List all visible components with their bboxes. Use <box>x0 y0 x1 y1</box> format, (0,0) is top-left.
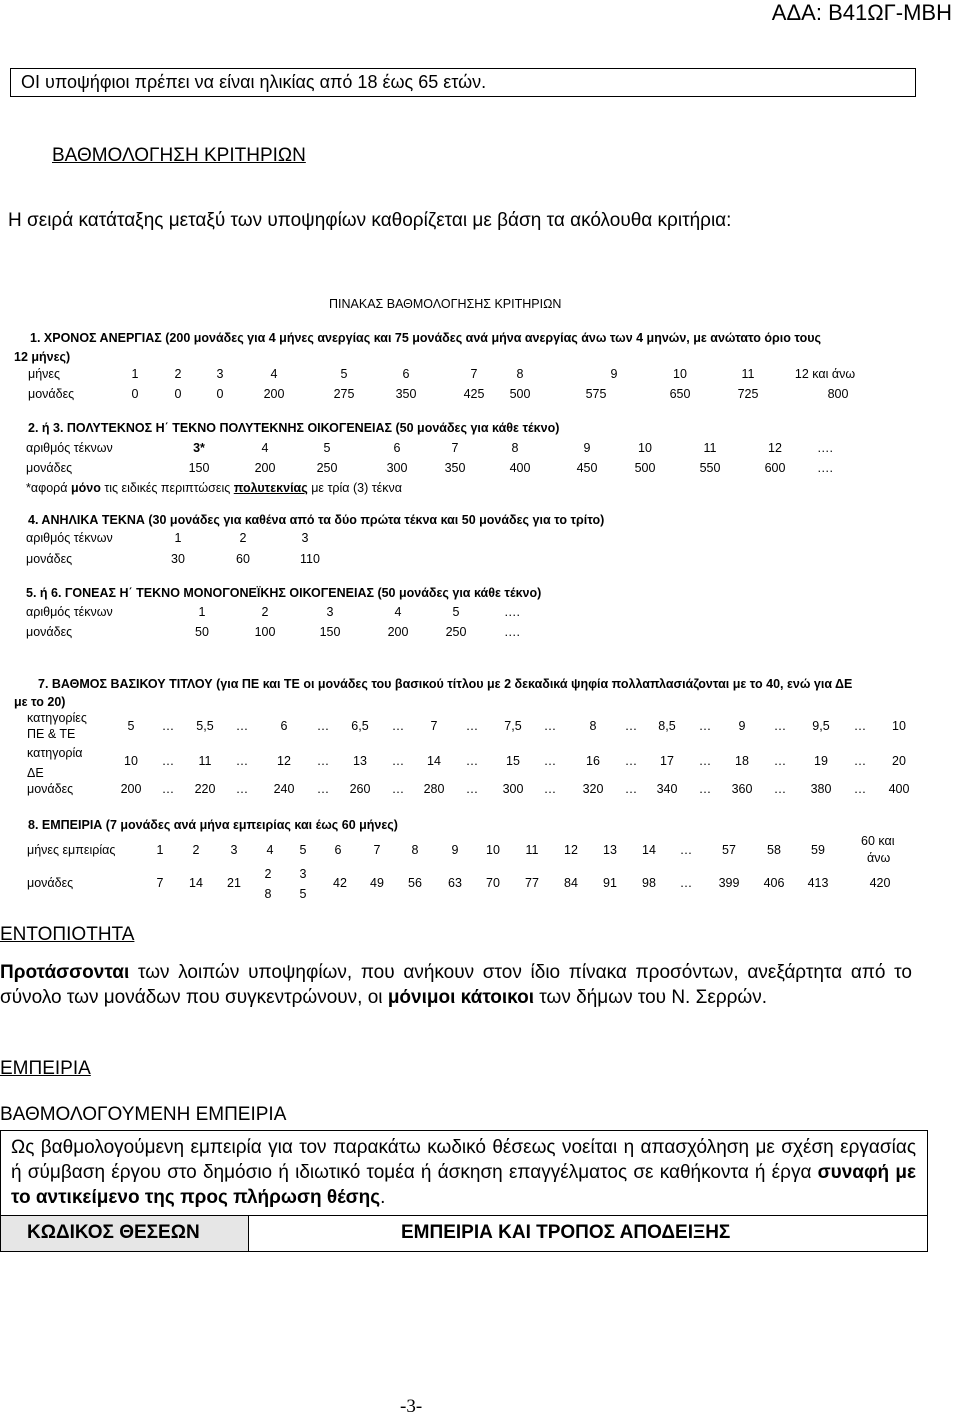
c8-month-cell: 57 <box>722 843 736 857</box>
c7-row1-cell: … <box>465 719 479 733</box>
c7-row3-cell: 320 <box>582 782 604 796</box>
c5-unit-cell: 200 <box>387 625 409 639</box>
c7-row3-cell: 360 <box>731 782 753 796</box>
c8-unit-cell: 420 <box>869 876 891 890</box>
c2-unit-cell: 450 <box>576 461 598 475</box>
c5-children-cell: 1 <box>198 605 206 619</box>
c7-row3-cell: … <box>624 782 638 796</box>
c5-children-cell: 2 <box>261 605 269 619</box>
graded-experience-text: Ως βαθμολογούμενη εμπειρία για τον παρακάτω κωδικό θέσεως νοείται η απασχόληση με σχέση εργασίας ή σύμβαση έργου στο δημόσιο ή ιδιωτικό τομέα ή άσκηση επαγγέλματος σε καθήκοντα ή έργα συναφή με το αντικείμενο της προς πλήρωση θέσης. <box>11 1137 917 1208</box>
c4-title: 4. ΑΝΗΛΙΚΑ ΤΕΚΝΑ (30 μονάδες για καθένα από τα δύο πρώτα τέκνα και 50 μονάδες για το τρίτο) <box>28 513 605 527</box>
c1-month-cell: 5 <box>340 367 348 381</box>
c2-children-cell: …. <box>817 441 833 455</box>
c7-row1-cell: 8,5 <box>658 719 676 733</box>
c7-row2-cell: 19 <box>814 754 828 768</box>
c2-children-cell: 11 <box>703 441 717 455</box>
c7-row3-cell: … <box>465 782 479 796</box>
c7-row3-cell: … <box>853 782 867 796</box>
c2-unit-cell: 400 <box>509 461 531 475</box>
c7-row1-cell: … <box>853 719 867 733</box>
c1-unit-cell: 200 <box>263 387 285 401</box>
c8-unit-cell: 63 <box>448 876 462 890</box>
c7-row3-cell: … <box>543 782 557 796</box>
c7-row2-cell: 12 <box>277 754 291 768</box>
c2-unit-cell: 500 <box>634 461 656 475</box>
c5-units-label: μονάδες <box>26 625 73 639</box>
c7-row2-cell: … <box>543 754 557 768</box>
c7-row2-cell: 13 <box>353 754 367 768</box>
c8-month-cell: 6 <box>334 843 342 857</box>
col-experience-header: ΕΜΠΕΙΡΙΑ ΚΑΙ ΤΡΟΠΟΣ ΑΠΟΔΕΙΞΗΣ <box>401 1222 731 1243</box>
c4-unit-cell: 110 <box>300 552 320 566</box>
age-box <box>10 68 916 97</box>
c2-children-cell: 12 <box>768 441 782 455</box>
c7-row2-cell: 17 <box>660 754 674 768</box>
intro-text: Η σειρά κατάταξης μεταξύ των υποψηφίων καθορίζεται με βάση τα ακόλουθα κριτήρια: <box>8 210 732 231</box>
c7-row2-cell: … <box>235 754 249 768</box>
c8-month-cell: 8 <box>411 843 419 857</box>
c7-row3-cell: 400 <box>888 782 910 796</box>
c7-row1-cell: 9 <box>738 719 746 733</box>
c2-unit-cell: 200 <box>254 461 276 475</box>
c8-month-cell: 4 <box>266 843 274 857</box>
c7-row2-cell: 11 <box>198 754 212 768</box>
c2-title: 2. ή 3. ΠΟΛΥΤΕΚΝΟΣ Η΄ ΤΕΚΝΟ ΠΟΛΥΤΕΚΝΗΣ ΟΙΚΟΓΕΝΕΙΑΣ (50 μονάδες για κάθε τέκνο) <box>28 421 560 435</box>
c2-unit-cell: 300 <box>386 461 408 475</box>
c7-row3-cell: 300 <box>502 782 524 796</box>
c7-row2-cell: 20 <box>892 754 906 768</box>
c1-unit-cell: 350 <box>395 387 417 401</box>
c5-children-cell: 5 <box>452 605 460 619</box>
c7-row3-cell: 240 <box>273 782 295 796</box>
c1-unit-cell: 650 <box>669 387 691 401</box>
c4-unit-cell: 60 <box>236 552 250 566</box>
c1-month-cell: 8 <box>516 367 524 381</box>
c7-row1-cell: … <box>624 719 638 733</box>
c1-month-cell: 11 <box>741 367 755 381</box>
c2-unit-cell: 600 <box>764 461 786 475</box>
c8-unit-cell: 413 <box>807 876 829 890</box>
c1-unit-cell: 725 <box>737 387 759 401</box>
c5-title: 5. ή 6. ΓΟΝΕΑΣ Η΄ ΤΕΚΝΟ ΜΟΝΟΓΟΝΕΪΚΗΣ ΟΙΚΟΓΕΝΕΙΑΣ (50 μονάδες για κάθε τέκνο) <box>26 586 542 600</box>
c4-children-cell: 1 <box>174 531 182 545</box>
c7-row1-cell: 7,5 <box>504 719 522 733</box>
c1-unit-cell: 500 <box>509 387 531 401</box>
c7-row2-cell: 10 <box>124 754 138 768</box>
c7-row1-cell: … <box>698 719 712 733</box>
c8-month-cell: 3 <box>230 843 238 857</box>
c7-row2-cell: 18 <box>735 754 749 768</box>
c8-unit-cell: 7 <box>156 876 164 890</box>
c7-row3-cell: 280 <box>423 782 445 796</box>
c5-children-label: αριθμός τέκνων <box>26 605 113 619</box>
c8-unit-cell: 91 <box>603 876 617 890</box>
c8-month-cell: 7 <box>373 843 381 857</box>
c1-month-cell: 9 <box>610 367 618 381</box>
c8-month-cell: 5 <box>299 843 307 857</box>
c8-unit-cell: 70 <box>486 876 500 890</box>
c2-children-cell: 8 <box>511 441 519 455</box>
c1-title-cont: 12 μήνες) <box>14 350 71 364</box>
c2-children-cell: 5 <box>323 441 331 455</box>
c7-row1-cell: 5 <box>127 719 135 733</box>
c2-unit-cell: 250 <box>316 461 338 475</box>
c1-month-cell: 4 <box>270 367 278 381</box>
c8-unit-cell: 42 <box>333 876 347 890</box>
c8-month-cell: 58 <box>767 843 781 857</box>
c8-month-cell: 14 <box>642 843 656 857</box>
experience-table-header <box>0 1216 928 1252</box>
c1-unit-cell: 425 <box>463 387 485 401</box>
age-requirement: ΟΙ υποψήφιοι πρέπει να είναι ηλικίας από 18 έως 65 ετών. <box>21 72 487 92</box>
c5-unit-cell: 250 <box>445 625 467 639</box>
c2-unit-cell: 150 <box>188 461 210 475</box>
c8-unit-sub-cell: 8 <box>264 887 272 901</box>
c1-unit-cell: 0 <box>131 387 139 401</box>
page-number: -3- <box>400 1396 423 1417</box>
c8-months-last2: άνω <box>867 851 891 865</box>
c8-month-cell: 9 <box>451 843 459 857</box>
c8-month-cell: 10 <box>486 843 500 857</box>
c8-month-cell: 13 <box>603 843 617 857</box>
c7-row3-cell: … <box>316 782 330 796</box>
c8-month-cell: 2 <box>192 843 200 857</box>
c1-unit-cell: 575 <box>585 387 607 401</box>
experience-heading: ΕΜΠΕΙΡΙΑ <box>0 1058 91 1079</box>
locality-heading: ΕΝΤΟΠΙΟΤΗΤΑ <box>0 924 135 945</box>
c2-children-cell: 3* <box>193 441 205 455</box>
c8-month-cell: … <box>679 843 693 857</box>
c4-units-label: μονάδες <box>26 552 73 566</box>
c2-children-cell: 4 <box>261 441 269 455</box>
c1-unit-cell: 275 <box>333 387 355 401</box>
c1-title: 1. ΧΡΟΝΟΣ ΑΝΕΡΓΙΑΣ (200 μονάδες για 4 μήνες ανεργίας και 75 μονάδες ανά μήνα ανεργίας άνω των 4 μηνών, με ανώτατο όριο τους <box>30 331 821 345</box>
c5-children-cell: 3 <box>326 605 334 619</box>
c7-row1-cell: 6,5 <box>351 719 369 733</box>
c2-unit-cell: 350 <box>444 461 466 475</box>
criteria-heading: ΒΑΘΜΟΛΟΓΗΣΗ ΚΡΙΤΗΡΙΩΝ <box>52 145 306 166</box>
c1-units-label: μονάδες <box>28 387 75 401</box>
c7-row1-cell: … <box>235 719 249 733</box>
c7-row2-cell: … <box>316 754 330 768</box>
c5-unit-cell: 100 <box>254 625 276 639</box>
graded-experience-box <box>0 1130 928 1216</box>
c7-row2-cell: … <box>773 754 787 768</box>
c7-row3-cell: 200 <box>120 782 142 796</box>
c5-unit-cell: 150 <box>319 625 341 639</box>
c1-months-label: μήνες <box>28 367 61 381</box>
c7-row3-cell: … <box>773 782 787 796</box>
c7-row1-label2: ΠΕ & ΤΕ <box>27 727 76 741</box>
c7-row3-cell: … <box>698 782 712 796</box>
c8-unit-cell: 84 <box>564 876 578 890</box>
c7-row3-cell: 340 <box>656 782 678 796</box>
ada-code: ΑΔΑ: Β41ΩΓ-ΜΒΗ <box>771 0 952 25</box>
c1-month-cell: 6 <box>402 367 410 381</box>
c8-unit-cell: 399 <box>718 876 740 890</box>
col-code-header: ΚΩΔΙΚΟΣ ΘΕΣΕΩΝ <box>1 1216 249 1251</box>
c8-unit-cell: 3 <box>299 867 307 881</box>
c5-children-cell: 4 <box>394 605 402 619</box>
table-title: ΠΙΝΑΚΑΣ ΒΑΘΜΟΛΟΓΗΣΗΣ ΚΡΙΤΗΡΙΩΝ <box>329 297 562 311</box>
c7-row1-cell: 6 <box>280 719 288 733</box>
c7-row3-cell: 260 <box>349 782 371 796</box>
c8-unit-cell: 98 <box>642 876 656 890</box>
c8-unit-cell: 77 <box>525 876 539 890</box>
c7-row3-label: μονάδες <box>27 782 74 796</box>
c8-units-label: μονάδες <box>27 876 74 890</box>
c7-row1-cell: … <box>161 719 175 733</box>
c8-months-last: 60 και <box>861 834 895 848</box>
c7-row2-cell: … <box>853 754 867 768</box>
c8-month-cell: 1 <box>156 843 164 857</box>
c1-month-cell: 2 <box>174 367 182 381</box>
c8-unit-sub-cell: 5 <box>299 887 307 901</box>
c7-row1-cell: 10 <box>892 719 906 733</box>
c5-unit-cell: 50 <box>195 625 209 639</box>
c7-row2-cell: 14 <box>427 754 441 768</box>
c7-row1-cell: 8 <box>589 719 597 733</box>
c1-unit-cell: 800 <box>827 387 849 401</box>
c7-row2-label2: ΔΕ <box>27 766 44 780</box>
c7-row3-cell: … <box>161 782 175 796</box>
c8-months-label: μήνες εμπειρίας <box>27 843 116 857</box>
c7-row2-cell: 16 <box>586 754 600 768</box>
c7-row3-cell: … <box>235 782 249 796</box>
c8-unit-cell: 2 <box>264 867 272 881</box>
c7-row2-cell: … <box>391 754 405 768</box>
c7-title: 7. ΒΑΘΜΟΣ ΒΑΣΙΚΟΥ ΤΙΤΛΟΥ (για ΠΕ και ΤΕ οι μονάδες του βασικού τίτλου με 2 δεκαδικά ψηφία πολλαπλασιάζονται με το 40, ενώ για ΔΕ <box>38 677 853 691</box>
c4-children-label: αριθμός τέκνων <box>26 531 113 545</box>
c7-row1-cell: 5,5 <box>196 719 214 733</box>
c4-children-cell: 2 <box>239 531 247 545</box>
c8-month-cell: 11 <box>525 843 539 857</box>
c7-row1-cell: 7 <box>430 719 438 733</box>
c2-unit-cell: …. <box>817 461 833 475</box>
c7-row1-cell: 9,5 <box>812 719 830 733</box>
c8-unit-cell: 49 <box>370 876 384 890</box>
c8-title: 8. ΕΜΠΕΙΡΙΑ (7 μονάδες ανά μήνα εμπειρίας και έως 60 μήνες) <box>28 818 398 832</box>
c2-children-cell: 9 <box>583 441 591 455</box>
c1-month-cell: 10 <box>673 367 687 381</box>
c7-row2-label: κατηγορία <box>27 746 83 760</box>
c1-month-cell: 12 και άνω <box>794 367 856 381</box>
c5-unit-cell: …. <box>504 625 520 639</box>
c7-row2-cell: … <box>465 754 479 768</box>
c2-children-cell: 10 <box>638 441 652 455</box>
c7-row2-cell: … <box>161 754 175 768</box>
c7-row1-cell: … <box>773 719 787 733</box>
c7-row1-cell: … <box>316 719 330 733</box>
c2-units-label: μονάδες <box>26 461 73 475</box>
graded-experience-heading: ΒΑΘΜΟΛΟΓΟΥΜΕΝΗ ΕΜΠΕΙΡΙΑ <box>0 1104 287 1125</box>
c7-row2-cell: … <box>698 754 712 768</box>
c4-unit-cell: 30 <box>171 552 185 566</box>
c7-title-cont: με το 20) <box>14 695 66 709</box>
c8-unit-cell: 406 <box>763 876 785 890</box>
c7-row2-cell: 15 <box>506 754 520 768</box>
c7-row1-cell: … <box>391 719 405 733</box>
c8-unit-cell: 56 <box>408 876 422 890</box>
c7-row3-cell: … <box>391 782 405 796</box>
c2-children-cell: 7 <box>451 441 459 455</box>
c7-row3-cell: 380 <box>810 782 832 796</box>
c1-month-cell: 1 <box>131 367 139 381</box>
c1-month-cell: 7 <box>470 367 478 381</box>
c2-children-cell: 6 <box>393 441 401 455</box>
c4-children-cell: 3 <box>301 531 309 545</box>
c1-unit-cell: 0 <box>216 387 224 401</box>
c8-unit-cell: 14 <box>189 876 203 890</box>
c5-children-cell: …. <box>504 605 520 619</box>
c7-row1-cell: … <box>543 719 557 733</box>
c2-note: *αφορά μόνο τις ειδικές περιπτώσεις πολυτεκνίας με τρία (3) τέκνα <box>26 481 402 495</box>
locality-paragraph: Προτάσσονται των λοιπών υποψηφίων, που ανήκουν στον ίδιο πίνακα προσόντων, ανεξάρτητα από το σύνολο των μονάδων που συγκεντρώνουν, οι μόνιμοι κάτοικοι των δήμων του Ν. Σερρών. <box>0 962 912 1008</box>
c7-row2-cell: … <box>624 754 638 768</box>
c1-unit-cell: 0 <box>174 387 182 401</box>
c8-unit-cell: … <box>679 876 693 890</box>
c8-month-cell: 12 <box>564 843 578 857</box>
c8-unit-cell: 21 <box>227 876 241 890</box>
c8-month-cell: 59 <box>811 843 825 857</box>
c2-children-label: αριθμός τέκνων <box>26 441 113 455</box>
c7-row1-label: κατηγορίες <box>27 711 87 725</box>
c2-unit-cell: 550 <box>699 461 721 475</box>
c7-row3-cell: 220 <box>194 782 216 796</box>
c1-month-cell: 3 <box>216 367 224 381</box>
